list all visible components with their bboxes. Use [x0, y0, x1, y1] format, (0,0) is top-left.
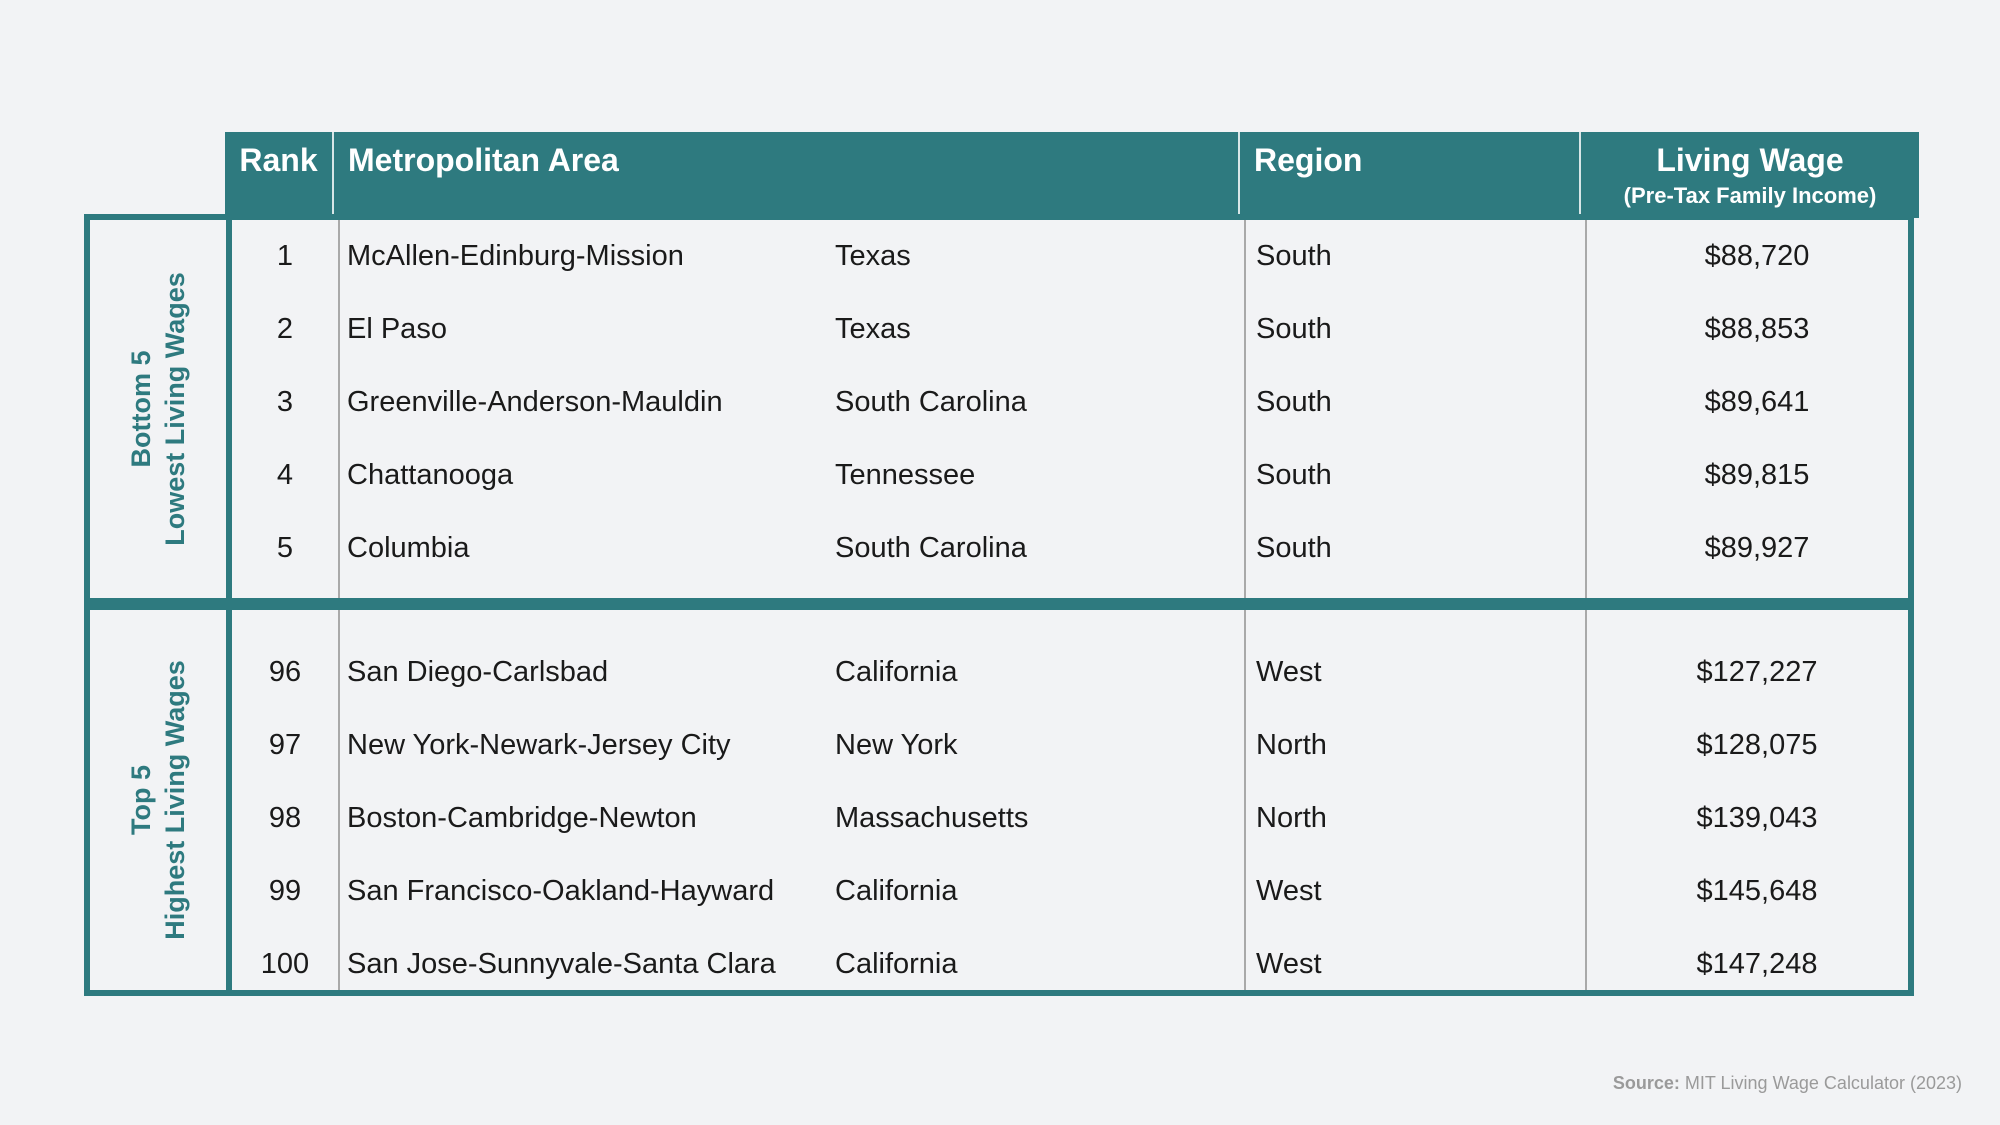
cell-region: South	[1256, 240, 1332, 272]
cell-region: North	[1256, 802, 1327, 834]
header-wage-title: Living Wage	[1656, 142, 1844, 178]
header-region: Region	[1254, 142, 1363, 178]
cell-state: South Carolina	[835, 532, 1027, 564]
header-divider	[1238, 132, 1240, 218]
table-row	[90, 636, 1908, 709]
header-metro: Metropolitan Area	[348, 142, 619, 178]
cell-rank: 2	[276, 313, 294, 345]
table-row	[90, 439, 1908, 512]
cell-rank: 96	[268, 656, 302, 688]
cell-wage: $88,720	[1704, 240, 1810, 272]
cell-metro: San Diego-Carlsbad	[347, 656, 609, 688]
header-divider	[332, 132, 334, 218]
source-text: MIT Living Wage Calculator (2023)	[1679, 1073, 1962, 1093]
cell-region: West	[1256, 948, 1322, 980]
cell-rank: 4	[276, 459, 294, 491]
group-label-line2: Lowest Living Wages	[160, 272, 190, 546]
table-row	[90, 855, 1908, 928]
header-wage-subtitle: (Pre-Tax Family Income)	[1623, 183, 1877, 208]
cell-region: South	[1256, 459, 1332, 491]
table-row	[90, 220, 1908, 293]
cell-state: Texas	[835, 240, 911, 272]
cell-wage: $89,815	[1704, 459, 1810, 491]
cell-region: West	[1256, 875, 1322, 907]
cell-wage: $128,075	[1696, 729, 1818, 761]
cell-state: Texas	[835, 313, 911, 345]
cell-rank: 98	[268, 802, 302, 834]
cell-state: Tennessee	[835, 459, 976, 491]
cell-state: California	[835, 875, 958, 907]
table-row	[90, 293, 1908, 366]
cell-metro: El Paso	[347, 313, 447, 345]
table-row	[90, 928, 1908, 1001]
cell-state: South Carolina	[835, 386, 1027, 418]
cell-rank: 100	[260, 948, 310, 980]
cell-region: South	[1256, 386, 1332, 418]
cell-wage: $139,043	[1696, 802, 1818, 834]
table-row	[90, 782, 1908, 855]
cell-wage: $89,927	[1704, 532, 1810, 564]
cell-rank: 5	[276, 532, 294, 564]
source-note	[1613, 1073, 1962, 1094]
cell-rank: 1	[276, 240, 294, 272]
cell-metro: Columbia	[347, 532, 470, 564]
cell-state: California	[835, 656, 958, 688]
cell-region: North	[1256, 729, 1327, 761]
cell-wage: $88,853	[1704, 313, 1810, 345]
cell-wage: $89,641	[1704, 386, 1810, 418]
cell-state: Massachusetts	[835, 802, 1029, 834]
group-label-line1: Top 5	[126, 765, 156, 836]
cell-region: South	[1256, 313, 1332, 345]
cell-region: South	[1256, 532, 1332, 564]
group-top-5	[84, 604, 1914, 996]
table-row	[90, 512, 1908, 585]
group-bottom-5	[84, 214, 1914, 604]
cell-metro: Boston-Cambridge-Newton	[347, 802, 697, 834]
table-row	[90, 709, 1908, 782]
cell-wage: $127,227	[1696, 656, 1818, 688]
cell-wage: $145,648	[1696, 875, 1818, 907]
cell-metro: San Jose-Sunnyvale-Santa Clara	[347, 948, 776, 980]
cell-state: New York	[835, 729, 958, 761]
cell-wage: $147,248	[1696, 948, 1818, 980]
cell-metro: San Francisco-Oakland-Hayward	[347, 875, 775, 907]
header-wage	[1581, 132, 1919, 218]
cell-metro: New York-Newark-Jersey City	[347, 729, 731, 761]
group-label-line2: Highest Living Wages	[160, 660, 190, 940]
cell-rank: 3	[276, 386, 294, 418]
group-label-line1: Bottom 5	[126, 350, 156, 468]
cell-metro: McAllen-Edinburg-Mission	[347, 240, 684, 272]
cell-rank: 99	[268, 875, 302, 907]
source-label: Source:	[1612, 1073, 1680, 1093]
cell-state: California	[835, 948, 958, 980]
header-rank: Rank	[239, 142, 318, 178]
cell-rank: 97	[268, 729, 302, 761]
cell-metro: Chattanooga	[347, 459, 514, 491]
table-header	[225, 132, 1919, 218]
cell-region: West	[1256, 656, 1322, 688]
cell-metro: Greenville-Anderson-Mauldin	[347, 386, 723, 418]
table-row	[90, 366, 1908, 439]
